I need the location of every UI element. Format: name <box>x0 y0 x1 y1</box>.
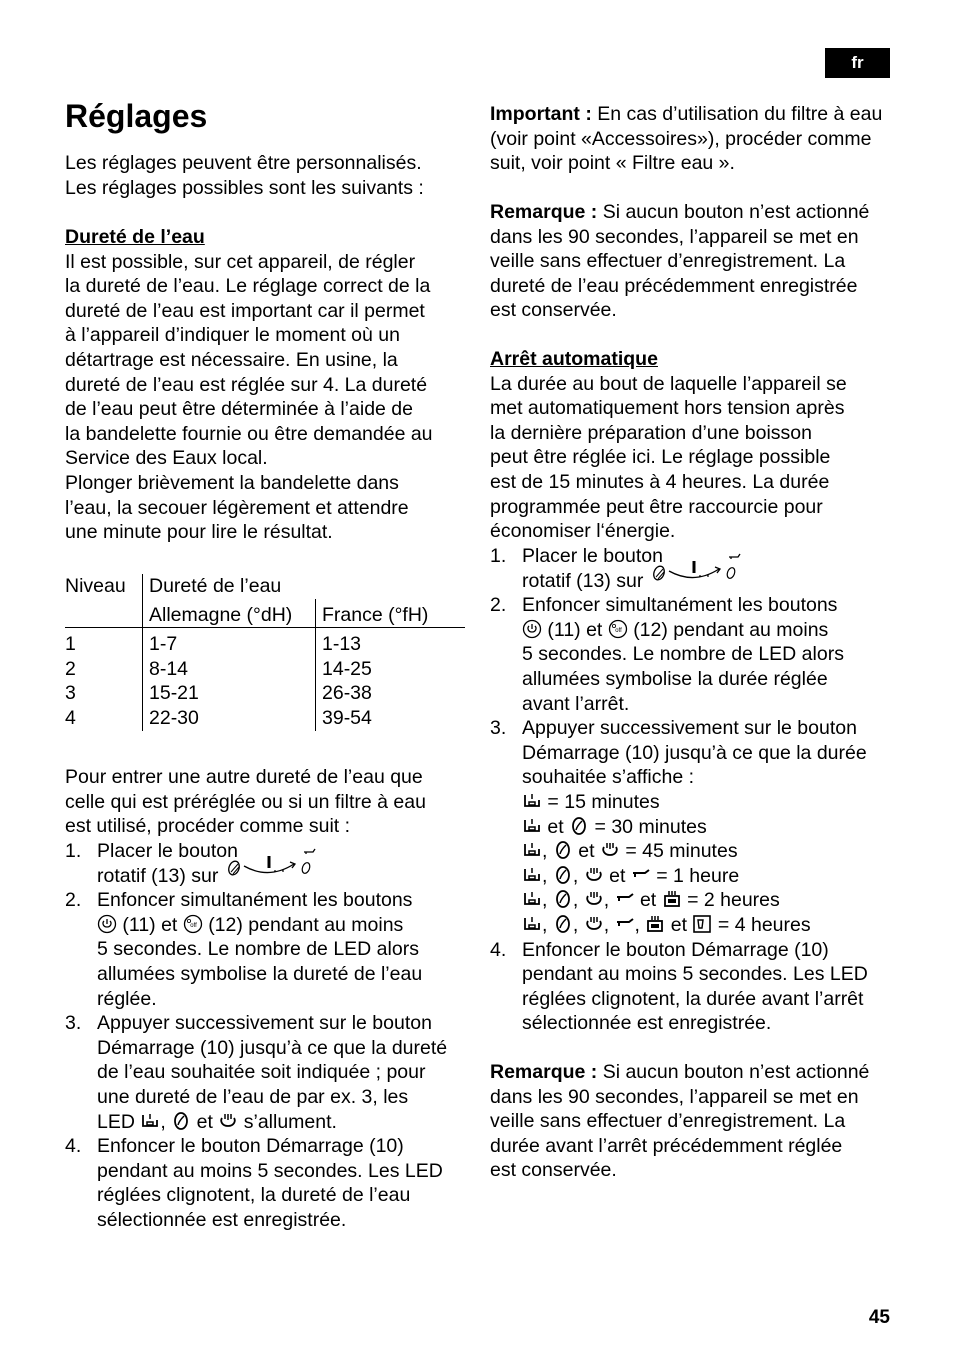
duration-1h: , , et = 1 heure <box>522 864 895 889</box>
cappuccino-icon <box>171 1111 191 1131</box>
list-item: 4. Enfoncer le bouton Démarrage (10) pendant au moins 5 secondes. Les LED réglées clignotent, la dureté de l’eau sélectionnée est enregistrée. <box>65 1135 443 1231</box>
page-title: Réglages <box>65 98 208 134</box>
remark-note-2: Remarque : Si aucun bouton n’est actionné dans les 90 secondes, l’appareil se met en veille sans effectuer d’enregistrement. La durée avant l’arrêt précédemment réglée est conservée. <box>490 1061 870 1182</box>
power-off-icon <box>183 914 203 934</box>
section-heading-auto-off: Arrêt automatique <box>490 348 658 370</box>
duration-2h: , , , et = 2 heures <box>522 888 895 913</box>
power-icon <box>522 619 542 639</box>
table-header-germany: Allemagne (°dH) <box>143 599 316 628</box>
rotary-dial-icon <box>649 551 745 585</box>
cappuccino-icon <box>553 865 573 885</box>
power-off-icon <box>608 619 628 639</box>
hot-water-icon <box>631 865 651 885</box>
important-note: Important : En cas d’utilisation du filtre à eau (voir point «Accessoires»), procéder comme suit, voir point « Filtre eau ». <box>490 103 883 175</box>
espresso-icon <box>522 791 542 811</box>
cup-icon <box>692 914 712 934</box>
duration-30min: et = 30 minutes <box>522 815 895 840</box>
list-item: 3. Appuyer successivement sur le bouton Démarrage (10) jusqu’à ce que la durée souhaitée s’affiche : = 15 minutes et = 30 minutes , et = 45 minutes , , et = 1 heure , , , et = 2 heures , , , , et = 4 heures <box>490 716 895 937</box>
water-hardness-section: Dureté de l’eau Il est possible, sur cet appareil, de régler la dureté de l’eau. Le réglage correct de la dureté de l’eau est important car il permet à l’appareil d’indiquer le moment où un détartrage est nécessaire. En usine, la dureté de l’eau est réglée sur 4. La dureté de l’eau peut être déterminée à l’aide de la bandelette fournie ou être demandée au Service des Eaux local. Plonger brièvement la bandelette dans l’eau, la secouer légèrement et attendre une minute pour lire le résultat. <box>65 225 470 545</box>
remark-note-1: Remarque : Si aucun bouton n’est actionné dans les 90 secondes, l’appareil se met en veille sans effectuer d’enregistrement. La dureté de l’eau précédemment enregistrée est conservée. <box>490 201 870 322</box>
power-icon <box>97 914 117 934</box>
table-row: 3 15-21 26-38 <box>65 681 465 706</box>
list-item: 1. Placer le bouton rotatif (13) sur <box>65 839 470 888</box>
language-badge: fr <box>825 48 890 78</box>
espresso-icon <box>140 1111 160 1131</box>
coffee-machine-icon <box>662 889 682 909</box>
list-item: 2. Enfoncer simultanément les boutons (11) et (12) pendant au moins 5 secondes. Le nombre de LED alors allumées symbolise la dureté de l’eau réglée. <box>65 889 423 1010</box>
cappuccino-icon <box>553 889 573 909</box>
auto-off-steps-list <box>490 544 895 1036</box>
rotary-dial-icon <box>224 846 320 880</box>
list-item: 2. Enfoncer simultanément les boutons (11) et (12) pendant au moins 5 secondes. Le nombre de LED alors allumées symbolise la durée réglée avant l’arrêt. <box>490 594 844 715</box>
section-heading-hardness: Dureté de l’eau <box>65 226 205 248</box>
milk-froth-icon <box>584 889 604 909</box>
table-header-france: France (°fH) <box>316 599 466 628</box>
hardness-steps-list <box>65 839 470 1233</box>
espresso-icon <box>522 914 542 934</box>
milk-froth-icon <box>218 1111 238 1131</box>
duration-45min: , et = 45 minutes <box>522 839 895 864</box>
espresso-icon <box>522 889 542 909</box>
list-item: 1. Placer le bouton rotatif (13) sur <box>490 544 895 593</box>
cappuccino-icon <box>569 816 589 836</box>
hot-water-icon <box>615 914 635 934</box>
hot-water-icon <box>615 889 635 909</box>
milk-froth-icon <box>584 914 604 934</box>
auto-off-section: Arrêt automatique La durée au bout de laquelle l’appareil se met automatiquement hors tension après la dernière préparation d’une boisson peut être réglée ici. Le réglage possible est de 15 minutes à 4 heures. La durée programmée peut être raccourcie pour économiser l‘énergie. <box>490 347 895 544</box>
table-row: 4 22-30 39-54 <box>65 706 465 731</box>
cappuccino-icon <box>553 914 573 934</box>
espresso-icon <box>522 816 542 836</box>
procedure-intro: Pour entrer une autre dureté de l’eau que celle qui est préréglée ou si un filtre à eau est utilisé, procéder comme suit : <box>65 766 426 838</box>
table-row: 1 1-7 1-13 <box>65 628 465 657</box>
page-number: 45 <box>868 1307 890 1328</box>
table-header-durete: Dureté de l’eau <box>143 574 466 599</box>
table-row: 2 8-14 14-25 <box>65 657 465 682</box>
list-item: 4. Enfoncer le bouton Démarrage (10) pendant au moins 5 secondes. Les LED réglées clignotent, la durée avant l’arrêt sélectionnée est enregistrée. <box>490 938 868 1035</box>
milk-froth-icon <box>600 840 620 860</box>
water-hardness-table <box>65 574 465 731</box>
milk-froth-icon <box>584 865 604 885</box>
coffee-machine-icon <box>645 914 665 934</box>
duration-15min: = 15 minutes <box>522 790 895 815</box>
table-header-niveau: Niveau <box>65 575 126 597</box>
espresso-icon <box>522 865 542 885</box>
espresso-icon <box>522 840 542 860</box>
duration-4h: , , , , et = 4 heures <box>522 913 895 938</box>
intro-paragraph: Les réglages peuvent être personnalisés. Les réglages possibles sont les suivants : <box>65 152 424 199</box>
cappuccino-icon <box>553 840 573 860</box>
list-item: 3. Appuyer successivement sur le bouton Démarrage (10) jusqu’à ce que la dureté de l’eau souhaitée soit indiquée ; pour une dureté de l’eau de par ex. 3, les LED , et s’allument. <box>65 1012 448 1133</box>
